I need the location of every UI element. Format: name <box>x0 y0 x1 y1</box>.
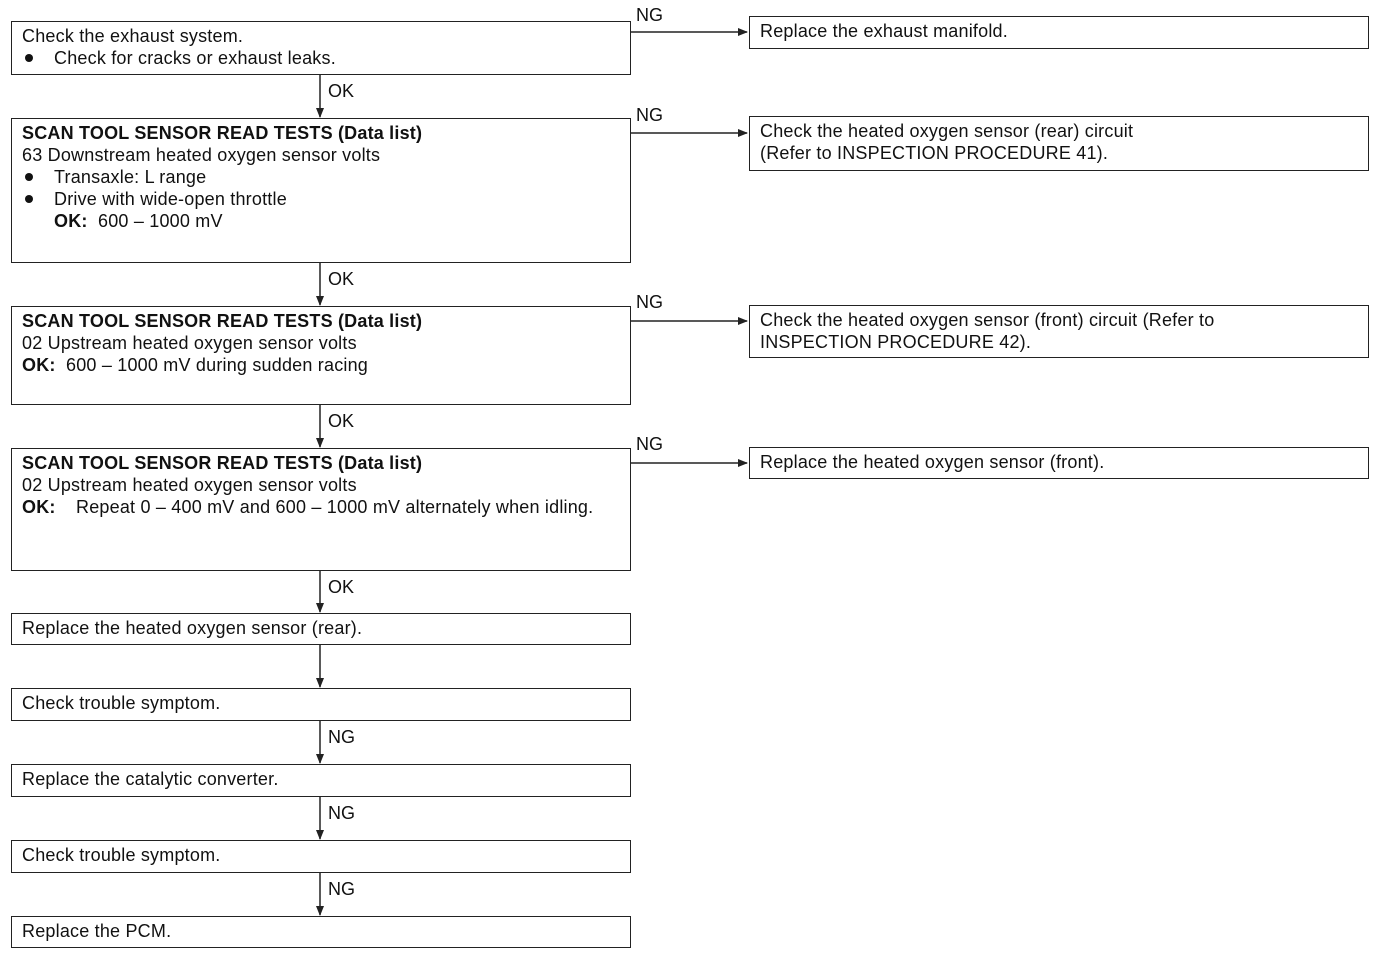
label-ng: NG <box>636 5 663 25</box>
bullet-dot-icon <box>25 195 33 203</box>
step-heading: SCAN TOOL SENSOR READ TESTS (Data list) <box>22 453 423 473</box>
ok-criterion: OK: 600 – 1000 mV <box>54 211 223 231</box>
result-replace-exhaust-manifold <box>749 16 1369 49</box>
result-check-rear-sensor-circuit <box>749 116 1369 171</box>
bullet-dot-icon <box>25 54 33 62</box>
step-text: Check trouble symptom. <box>22 845 221 865</box>
bullet-item: Transaxle: L range <box>22 166 620 188</box>
step-text: 63 Downstream heated oxygen sensor volts <box>22 145 381 165</box>
step-heading: SCAN TOOL SENSOR READ TESTS (Data list) <box>22 123 423 143</box>
step-text: Replace the catalytic converter. <box>22 769 279 789</box>
result-text: Check the heated oxygen sensor (front) circuit (Refer to <box>760 310 1215 330</box>
step-check-exhaust-system <box>11 21 631 75</box>
result-text: (Refer to INSPECTION PROCEDURE 41). <box>760 143 1109 163</box>
label-ng: NG <box>328 803 355 823</box>
label-ng: NG <box>328 727 355 747</box>
step-check-trouble-symptom-2 <box>11 840 631 873</box>
step-replace-rear-sensor <box>11 613 631 645</box>
label-ng: NG <box>636 434 663 454</box>
label-ok: OK <box>328 81 355 101</box>
label-ng: NG <box>328 879 355 899</box>
step-text: Check the exhaust system. <box>22 26 244 46</box>
label-ok: OK <box>328 411 355 431</box>
bullet-dot-icon <box>25 173 33 181</box>
result-check-front-sensor-circuit <box>749 305 1369 358</box>
step-scan-tool-upstream-idling <box>11 448 631 571</box>
step-text: 02 Upstream heated oxygen sensor volts <box>22 333 357 353</box>
bullet-item: Drive with wide-open throttle <box>22 188 620 210</box>
result-text: INSPECTION PROCEDURE 42). <box>760 332 1032 352</box>
result-text: Replace the heated oxygen sensor (front). <box>760 452 1105 472</box>
step-scan-tool-upstream-racing <box>11 306 631 405</box>
step-replace-catalytic-converter <box>11 764 631 797</box>
ok-criterion: OK: 600 – 1000 mV during sudden racing <box>22 355 369 375</box>
step-heading: SCAN TOOL SENSOR READ TESTS (Data list) <box>22 311 423 331</box>
label-ok: OK <box>328 577 355 597</box>
result-text: Check the heated oxygen sensor (rear) circuit <box>760 121 1134 141</box>
label-ng: NG <box>636 292 663 312</box>
step-check-trouble-symptom <box>11 688 631 721</box>
step-text: 02 Upstream heated oxygen sensor volts <box>22 475 357 495</box>
step-text: Replace the heated oxygen sensor (rear). <box>22 618 363 638</box>
step-text: Replace the PCM. <box>22 921 172 941</box>
ok-criterion: OK: Repeat 0 – 400 mV and 600 – 1000 mV alternately when idling. <box>22 497 594 517</box>
step-text: Check trouble symptom. <box>22 693 221 713</box>
step-scan-tool-downstream <box>11 118 631 263</box>
label-ok: OK <box>328 269 355 289</box>
bullet-item: Check for cracks or exhaust leaks. <box>22 47 620 69</box>
result-text: Replace the exhaust manifold. <box>760 21 1008 41</box>
label-ng: NG <box>636 105 663 125</box>
result-replace-front-sensor <box>749 447 1369 479</box>
step-replace-pcm <box>11 916 631 948</box>
